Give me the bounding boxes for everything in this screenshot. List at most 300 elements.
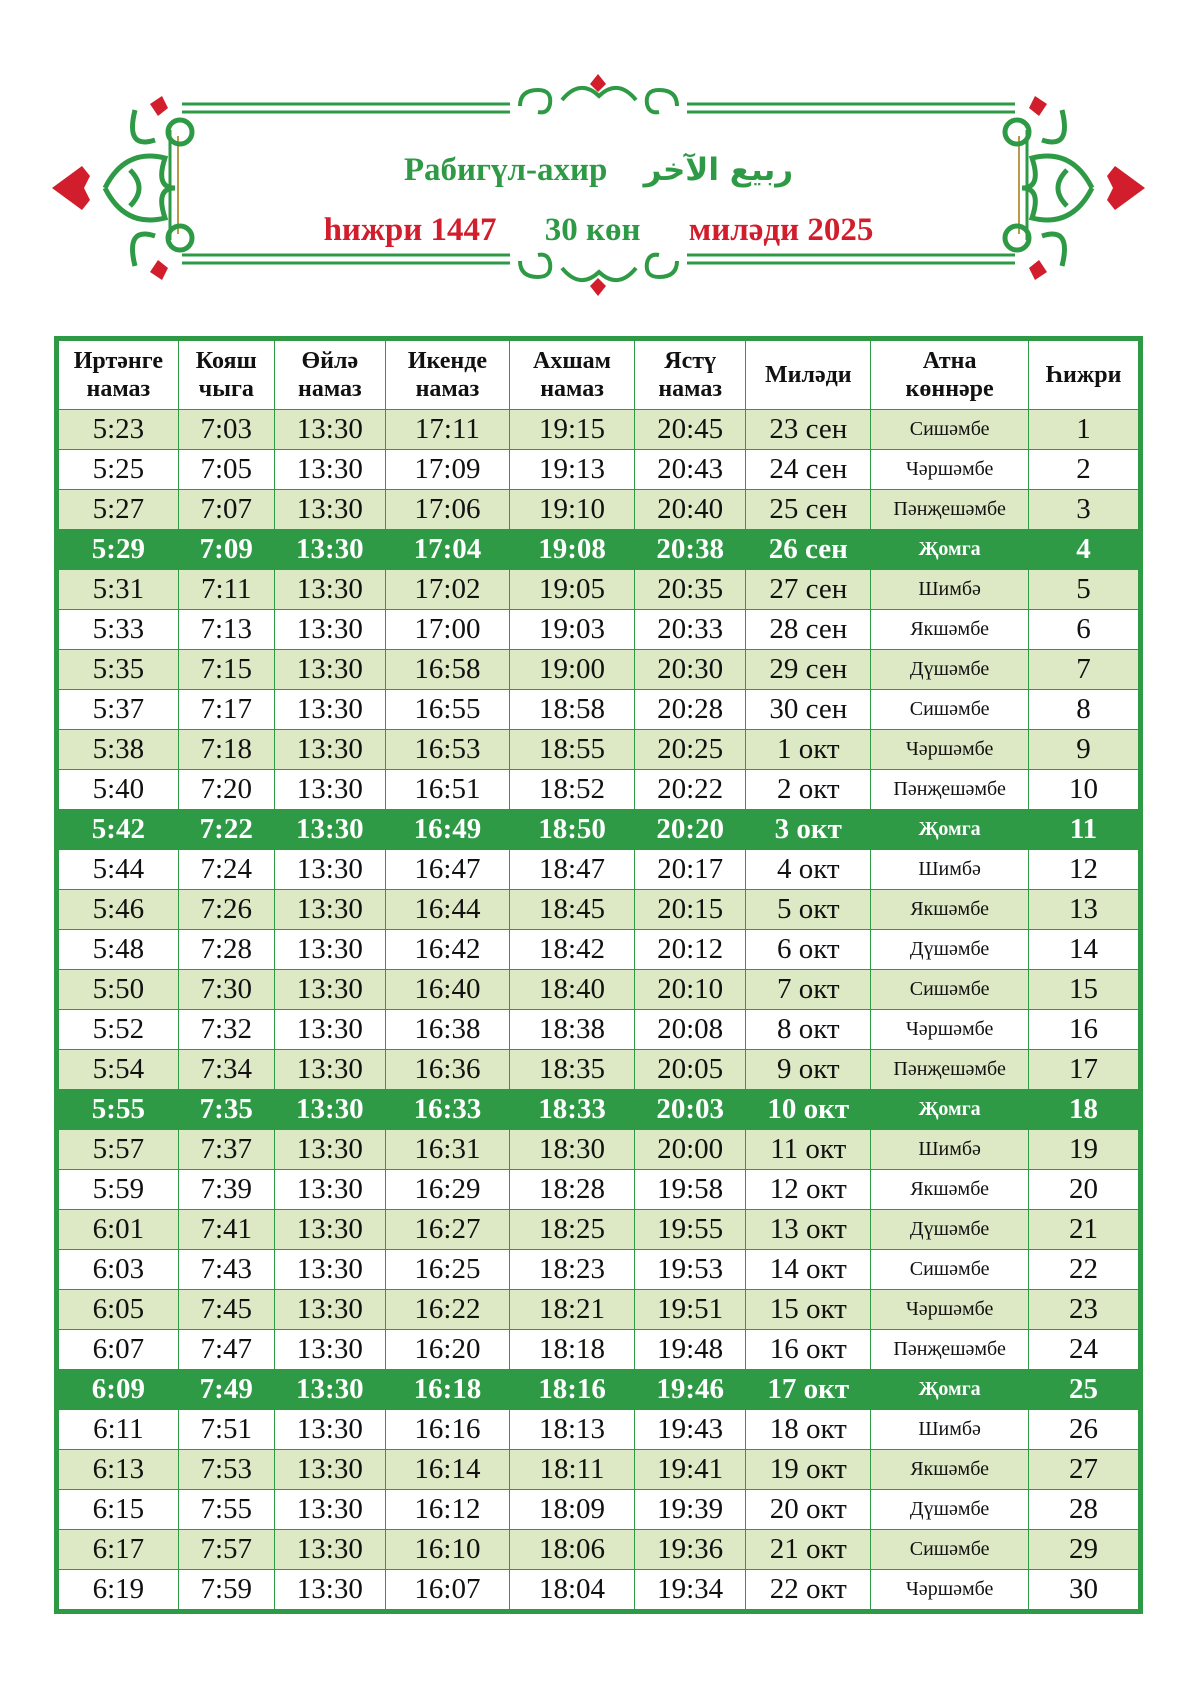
table-cell: 7:59	[178, 1570, 274, 1610]
table-cell: 19:51	[635, 1290, 746, 1330]
table-cell: 18	[1028, 1090, 1138, 1130]
table-cell: 28	[1028, 1490, 1138, 1530]
table-cell: 7:47	[178, 1330, 274, 1370]
column-header	[59, 341, 179, 410]
table-cell: 6:05	[59, 1290, 179, 1330]
table-cell: 22	[1028, 1250, 1138, 1290]
table-cell: Дүшәмбе	[871, 1210, 1029, 1250]
column-header-line: намаз	[86, 376, 151, 402]
table-cell: 20:33	[635, 610, 746, 650]
table-cell: 16 окт	[746, 1330, 871, 1370]
table-cell: 18:38	[509, 1010, 634, 1050]
table-cell: 21	[1028, 1210, 1138, 1250]
table-cell: 7:51	[178, 1410, 274, 1450]
table-cell: 12	[1028, 850, 1138, 890]
table-cell: 5:23	[59, 410, 179, 450]
table-cell: 18:55	[509, 730, 634, 770]
table-cell: 16:16	[385, 1410, 509, 1450]
table-row	[59, 770, 1139, 810]
table-cell: 19:36	[635, 1530, 746, 1570]
table-cell: 20:00	[635, 1130, 746, 1170]
table-cell: 5 окт	[746, 890, 871, 930]
table-cell: 6:01	[59, 1210, 179, 1250]
column-header	[385, 341, 509, 410]
table-cell: 16:25	[385, 1250, 509, 1290]
table-cell: 20:38	[635, 530, 746, 570]
table-cell: 5:27	[59, 490, 179, 530]
table-cell: 7:30	[178, 970, 274, 1010]
table-cell: 13:30	[274, 1490, 385, 1530]
table-cell: Чәршәмбе	[871, 450, 1029, 490]
table-cell: Җомга	[871, 1090, 1029, 1130]
table-cell: 13:30	[274, 770, 385, 810]
table-row	[59, 1490, 1139, 1530]
table-cell: 7:15	[178, 650, 274, 690]
table-row	[59, 1570, 1139, 1610]
table-cell: 13:30	[274, 1570, 385, 1610]
table-cell: 7:17	[178, 690, 274, 730]
table-cell: 13:30	[274, 1450, 385, 1490]
table-cell: Пәнҗешәмбе	[871, 490, 1029, 530]
table-cell: 5:25	[59, 450, 179, 490]
table-cell: Чәршәмбе	[871, 730, 1029, 770]
table-cell: 7:41	[178, 1210, 274, 1250]
table-cell: 18:06	[509, 1530, 634, 1570]
table-cell: 7:32	[178, 1010, 274, 1050]
table-cell: 18:28	[509, 1170, 634, 1210]
column-header	[871, 341, 1029, 410]
table-cell: 19:08	[509, 530, 634, 570]
table-cell: 20:12	[635, 930, 746, 970]
table-cell: 11	[1028, 810, 1138, 850]
table-cell: 20:45	[635, 410, 746, 450]
table-cell: 13:30	[274, 1530, 385, 1570]
table-cell: Җомга	[871, 810, 1029, 850]
table-cell: 12 окт	[746, 1170, 871, 1210]
table-cell: 13:30	[274, 930, 385, 970]
table-cell: 14	[1028, 930, 1138, 970]
table-cell: 13:30	[274, 1050, 385, 1090]
table-cell: 18:50	[509, 810, 634, 850]
table-row	[59, 1090, 1139, 1130]
table-cell: 17 окт	[746, 1370, 871, 1410]
table-cell: 24	[1028, 1330, 1138, 1370]
table-cell: 16:29	[385, 1170, 509, 1210]
table-cell: 13:30	[274, 1410, 385, 1450]
table-cell: 16	[1028, 1010, 1138, 1050]
table-cell: Пәнҗешәмбе	[871, 1330, 1029, 1370]
table-cell: 13:30	[274, 450, 385, 490]
table-cell: Якшәмбе	[871, 1450, 1029, 1490]
table-cell: 26 сен	[746, 530, 871, 570]
table-cell: 20	[1028, 1170, 1138, 1210]
column-header-line: Атна	[922, 348, 977, 374]
table-cell: 7:57	[178, 1530, 274, 1570]
table-cell: 16:18	[385, 1370, 509, 1410]
table-cell: 7 окт	[746, 970, 871, 1010]
table-cell: 18:40	[509, 970, 634, 1010]
column-header	[635, 341, 746, 410]
table-cell: 15	[1028, 970, 1138, 1010]
table-cell: 16:51	[385, 770, 509, 810]
table-cell: 5:29	[59, 530, 179, 570]
table-cell: 5:57	[59, 1130, 179, 1170]
table-cell: Сишәмбе	[871, 1250, 1029, 1290]
table-cell: 16:38	[385, 1010, 509, 1050]
table-row	[59, 1330, 1139, 1370]
table-cell: 16:49	[385, 810, 509, 850]
table-cell: Сишәмбе	[871, 970, 1029, 1010]
table-cell: 19 окт	[746, 1450, 871, 1490]
table-row	[59, 970, 1139, 1010]
table-cell: 13:30	[274, 1370, 385, 1410]
table-cell: 7:45	[178, 1290, 274, 1330]
table-cell: 7:35	[178, 1090, 274, 1130]
table-cell: 8	[1028, 690, 1138, 730]
table-cell: 5:38	[59, 730, 179, 770]
table-cell: 16:36	[385, 1050, 509, 1090]
prayer-times-table-wrapper	[54, 336, 1143, 1614]
table-cell: Шимбә	[871, 1130, 1029, 1170]
table-cell: 6:17	[59, 1530, 179, 1570]
table-cell: 5:46	[59, 890, 179, 930]
table-cell: 6:13	[59, 1450, 179, 1490]
table-cell: 8 окт	[746, 1010, 871, 1050]
table-row	[59, 1210, 1139, 1250]
table-cell: 7:03	[178, 410, 274, 450]
table-cell: 18:13	[509, 1410, 634, 1450]
table-cell: 20:10	[635, 970, 746, 1010]
table-cell: Шимбә	[871, 1410, 1029, 1450]
table-cell: 20:20	[635, 810, 746, 850]
table-cell: 19:41	[635, 1450, 746, 1490]
table-cell: 19:58	[635, 1170, 746, 1210]
table-cell: 19:53	[635, 1250, 746, 1290]
table-cell: 18:25	[509, 1210, 634, 1250]
table-cell: 16:27	[385, 1210, 509, 1250]
table-row	[59, 570, 1139, 610]
column-header-line: Һижри	[1045, 362, 1122, 388]
table-cell: Дүшәмбе	[871, 930, 1029, 970]
table-cell: 7:55	[178, 1490, 274, 1530]
table-cell: 16:22	[385, 1290, 509, 1330]
table-row	[59, 1050, 1139, 1090]
table-cell: 13:30	[274, 530, 385, 570]
table-cell: 17:04	[385, 530, 509, 570]
table-cell: 17:00	[385, 610, 509, 650]
table-cell: 7:20	[178, 770, 274, 810]
table-row	[59, 850, 1139, 890]
table-cell: 6:19	[59, 1570, 179, 1610]
table-cell: 13:30	[274, 970, 385, 1010]
table-cell: 18:35	[509, 1050, 634, 1090]
table-row	[59, 1450, 1139, 1490]
table-cell: 20 окт	[746, 1490, 871, 1530]
table-cell: Шимбә	[871, 850, 1029, 890]
table-cell: 20:05	[635, 1050, 746, 1090]
hijri-year: һижри 1447	[323, 212, 497, 248]
table-cell: 19:39	[635, 1490, 746, 1530]
table-cell: 20:28	[635, 690, 746, 730]
table-cell: Җомга	[871, 1370, 1029, 1410]
table-cell: 13:30	[274, 410, 385, 450]
table-cell: 17:06	[385, 490, 509, 530]
table-cell: 20:15	[635, 890, 746, 930]
table-cell: 7:07	[178, 490, 274, 530]
table-cell: 7:26	[178, 890, 274, 930]
column-header-line: Өйлә	[301, 348, 359, 374]
gregorian-year: миләди 2025	[688, 212, 874, 248]
table-cell: 9	[1028, 730, 1138, 770]
table-cell: 19:48	[635, 1330, 746, 1370]
table-cell: 19	[1028, 1130, 1138, 1170]
days-count: 30 көн	[544, 212, 641, 248]
table-cell: 5:31	[59, 570, 179, 610]
table-cell: Шимбә	[871, 570, 1029, 610]
table-cell: 4 окт	[746, 850, 871, 890]
table-cell: 20:08	[635, 1010, 746, 1050]
table-cell: Сишәмбе	[871, 690, 1029, 730]
table-cell: 29	[1028, 1530, 1138, 1570]
table-cell: 19:15	[509, 410, 634, 450]
column-header	[746, 341, 871, 410]
table-cell: 15 окт	[746, 1290, 871, 1330]
table-row	[59, 1130, 1139, 1170]
table-cell: 16:14	[385, 1450, 509, 1490]
table-row	[59, 650, 1139, 690]
table-cell: 7:43	[178, 1250, 274, 1290]
table-cell: 7:37	[178, 1130, 274, 1170]
table-cell: 9 окт	[746, 1050, 871, 1090]
table-row	[59, 410, 1139, 450]
table-cell: 3 окт	[746, 810, 871, 850]
table-cell: Якшәмбе	[871, 890, 1029, 930]
table-cell: 7:34	[178, 1050, 274, 1090]
table-cell: 6:15	[59, 1490, 179, 1530]
column-header-line: көннәре	[905, 376, 994, 402]
table-cell: Чәршәмбе	[871, 1010, 1029, 1050]
table-cell: 6	[1028, 610, 1138, 650]
table-body	[59, 410, 1139, 1610]
table-cell: 18:30	[509, 1130, 634, 1170]
table-cell: Якшәмбе	[871, 610, 1029, 650]
table-cell: 23	[1028, 1290, 1138, 1330]
table-cell: Җомга	[871, 530, 1029, 570]
table-cell: Пәнҗешәмбе	[871, 770, 1029, 810]
table-cell: 7:22	[178, 810, 274, 850]
table-cell: 19:34	[635, 1570, 746, 1610]
column-header-line: намаз	[658, 376, 722, 402]
table-cell: 30 сен	[746, 690, 871, 730]
table-cell: 6:03	[59, 1250, 179, 1290]
calendar-header	[50, 70, 1147, 335]
table-cell: 26	[1028, 1410, 1138, 1450]
table-row	[59, 1170, 1139, 1210]
column-header	[1028, 341, 1138, 410]
table-cell: Чәршәмбе	[871, 1570, 1029, 1610]
table-cell: 25 сен	[746, 490, 871, 530]
table-cell: 20:25	[635, 730, 746, 770]
table-row	[59, 730, 1139, 770]
table-cell: 16:33	[385, 1090, 509, 1130]
table-cell: 13:30	[274, 1210, 385, 1250]
table-cell: 13:30	[274, 890, 385, 930]
table-cell: 18:42	[509, 930, 634, 970]
table-cell: 13:30	[274, 610, 385, 650]
column-header-line: Ахшам	[533, 348, 611, 374]
column-header-line: намаз	[540, 376, 604, 402]
table-cell: 7	[1028, 650, 1138, 690]
table-cell: 13:30	[274, 1130, 385, 1170]
table-cell: 18:16	[509, 1370, 634, 1410]
table-cell: 16:47	[385, 850, 509, 890]
table-row	[59, 1530, 1139, 1570]
table-cell: 11 окт	[746, 1130, 871, 1170]
table-cell: 18:11	[509, 1450, 634, 1490]
table-cell: 28 сен	[746, 610, 871, 650]
table-cell: 5:42	[59, 810, 179, 850]
table-cell: 5:48	[59, 930, 179, 970]
table-header-row	[59, 341, 1139, 410]
table-cell: Сишәмбе	[871, 410, 1029, 450]
table-cell: 13:30	[274, 810, 385, 850]
table-cell: 7:13	[178, 610, 274, 650]
table-row	[59, 930, 1139, 970]
table-cell: 6:09	[59, 1370, 179, 1410]
table-cell: 13:30	[274, 1010, 385, 1050]
table-cell: 16:44	[385, 890, 509, 930]
table-cell: 18:09	[509, 1490, 634, 1530]
table-cell: 5:37	[59, 690, 179, 730]
table-cell: Пәнҗешәмбе	[871, 1050, 1029, 1090]
table-cell: 16:12	[385, 1490, 509, 1530]
column-header-line: Кояш	[195, 348, 257, 374]
table-cell: 18 окт	[746, 1410, 871, 1450]
table-cell: 16:53	[385, 730, 509, 770]
table-cell: 13:30	[274, 730, 385, 770]
table-cell: 13:30	[274, 1290, 385, 1330]
table-cell: 7:11	[178, 570, 274, 610]
table-row	[59, 610, 1139, 650]
table-row	[59, 810, 1139, 850]
table-cell: 22 окт	[746, 1570, 871, 1610]
table-cell: 25	[1028, 1370, 1138, 1410]
table-cell: 13:30	[274, 1250, 385, 1290]
table-cell: 17	[1028, 1050, 1138, 1090]
month-name: Рабигүл-ахир	[403, 152, 608, 188]
table-cell: 16:58	[385, 650, 509, 690]
table-cell: 16:20	[385, 1330, 509, 1370]
table-row	[59, 1410, 1139, 1450]
table-cell: 17:11	[385, 410, 509, 450]
table-cell: 13:30	[274, 650, 385, 690]
table-cell: Чәршәмбе	[871, 1290, 1029, 1330]
table-cell: 7:18	[178, 730, 274, 770]
column-header-line: Ястү	[664, 348, 717, 374]
table-cell: 4	[1028, 530, 1138, 570]
table-cell: 16:55	[385, 690, 509, 730]
table-cell: 18:21	[509, 1290, 634, 1330]
table-cell: 21 окт	[746, 1530, 871, 1570]
table-cell: 19:55	[635, 1210, 746, 1250]
table-cell: 20:35	[635, 570, 746, 610]
table-cell: 13:30	[274, 690, 385, 730]
table-cell: 27 сен	[746, 570, 871, 610]
table-cell: 23 сен	[746, 410, 871, 450]
table-cell: 7:24	[178, 850, 274, 890]
table-cell: 18:23	[509, 1250, 634, 1290]
table-cell: 29 сен	[746, 650, 871, 690]
month-title	[50, 152, 1147, 189]
table-row	[59, 690, 1139, 730]
table-cell: 18:04	[509, 1570, 634, 1610]
table-cell: 10 окт	[746, 1090, 871, 1130]
table-cell: 5:50	[59, 970, 179, 1010]
table-cell: 7:09	[178, 530, 274, 570]
column-header-line: намаз	[415, 376, 480, 402]
prayer-times-table	[58, 340, 1139, 1610]
table-cell: 13:30	[274, 490, 385, 530]
table-cell: 30	[1028, 1570, 1138, 1610]
table-cell: 16:10	[385, 1530, 509, 1570]
table-cell: 5:55	[59, 1090, 179, 1130]
table-cell: 5:52	[59, 1010, 179, 1050]
table-cell: 13:30	[274, 1330, 385, 1370]
table-row	[59, 1250, 1139, 1290]
column-header-line: Миләди	[765, 362, 852, 388]
table-cell: Якшәмбе	[871, 1170, 1029, 1210]
table-cell: 18:58	[509, 690, 634, 730]
table-cell: 1 окт	[746, 730, 871, 770]
table-cell: 17:09	[385, 450, 509, 490]
table-cell: 19:03	[509, 610, 634, 650]
table-cell: 16:40	[385, 970, 509, 1010]
table-cell: 13:30	[274, 1090, 385, 1130]
column-header-line: Иртәнге	[73, 348, 163, 374]
table-cell: 10	[1028, 770, 1138, 810]
table-cell: 5:59	[59, 1170, 179, 1210]
table-cell: 19:05	[509, 570, 634, 610]
table-cell: 6 окт	[746, 930, 871, 970]
table-cell: 5:33	[59, 610, 179, 650]
table-cell: 24 сен	[746, 450, 871, 490]
table-row	[59, 1370, 1139, 1410]
table-cell: 18:52	[509, 770, 634, 810]
year-line	[50, 212, 1147, 249]
table-cell: 16:42	[385, 930, 509, 970]
table-cell: 5:54	[59, 1050, 179, 1090]
table-cell: 18:47	[509, 850, 634, 890]
table-cell: 7:53	[178, 1450, 274, 1490]
table-cell: 13 окт	[746, 1210, 871, 1250]
column-header	[178, 341, 274, 410]
table-row	[59, 1010, 1139, 1050]
table-cell: Дүшәмбе	[871, 1490, 1029, 1530]
table-cell: 6:11	[59, 1410, 179, 1450]
table-cell: 18:18	[509, 1330, 634, 1370]
table-cell: 7:05	[178, 450, 274, 490]
table-cell: 20:17	[635, 850, 746, 890]
table-cell: 19:46	[635, 1370, 746, 1410]
table-cell: 13:30	[274, 570, 385, 610]
column-header-line: намаз	[298, 376, 362, 402]
table-cell: 18:33	[509, 1090, 634, 1130]
table-row	[59, 490, 1139, 530]
table-cell: 13	[1028, 890, 1138, 930]
table-cell: 20:40	[635, 490, 746, 530]
table-cell: 5:44	[59, 850, 179, 890]
table-cell: 16:07	[385, 1570, 509, 1610]
